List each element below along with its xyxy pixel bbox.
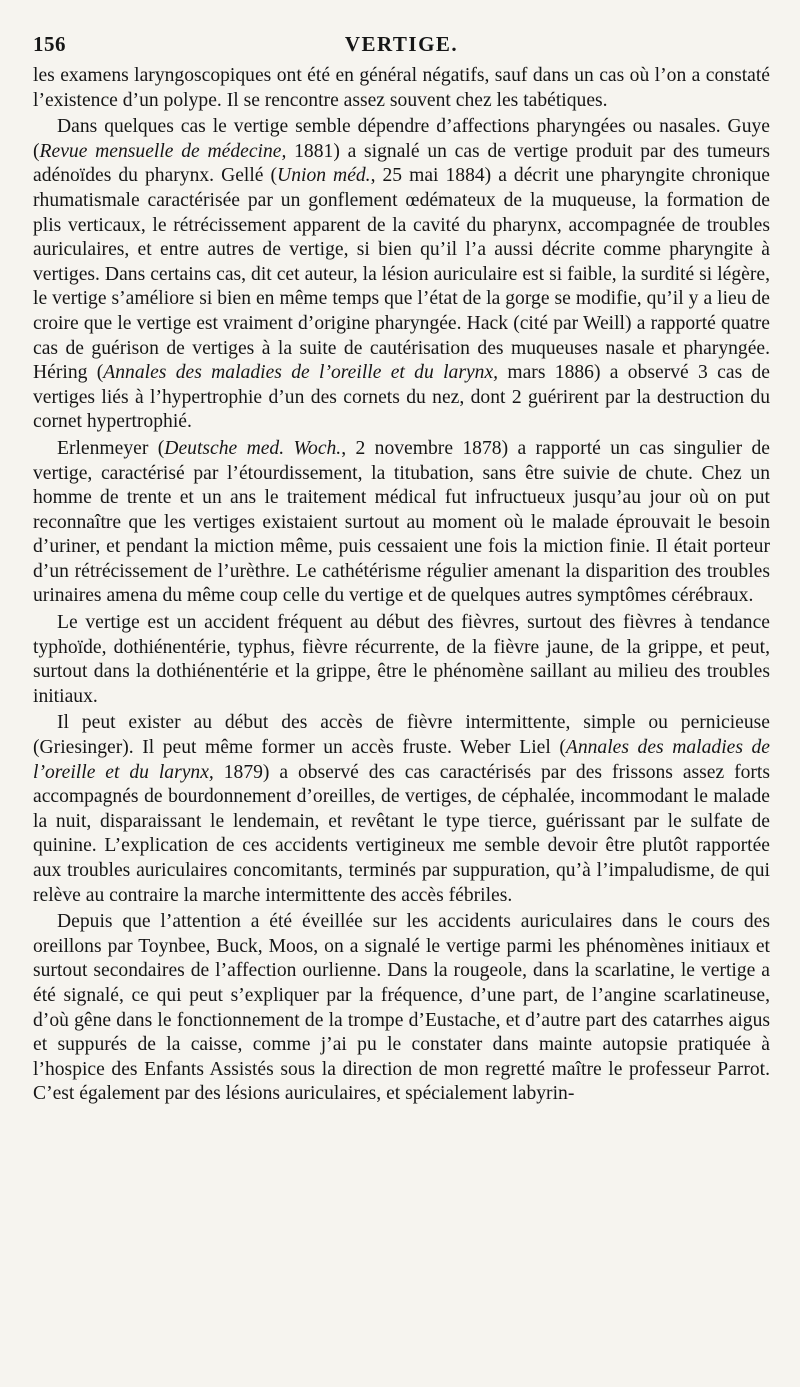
text-run: Depuis que l’attention a été éveillée sur les accidents auriculaires dans le cours des oreillons par Toynbee, Buck, Moos, on a signalé le vertige parmi les phénomènes initiaux et surtout secondaires de l’affection ourlienne. Dans la rougeole, dans la scarlatine, le vertige a été signalé, ce qui peut s’expliquer par la fréquence, d’une part, de l’angine scarlatineuse, d’où gêne dans le fonctionnement de la trompe d’Eustache, et d’autre part des catarrhes aigus et suppurés de la caisse, comme j’ai pu le constater dans mainte autopsie pratiquée à l’hospice des Enfants Assistés sous la direction de mon regretté maître le professeur Parrot. C’est également par des lésions auriculaires, et spécialement labyrin- bbox=[33, 911, 770, 1105]
citation-title: Deutsche med. Woch. bbox=[164, 437, 342, 459]
running-title: VERTIGE. bbox=[344, 32, 459, 56]
text-run: , 25 mai 1884) a décrit une pharyngite chronique rhumatismale caractérisée par un gonflement œdémateux de la muqueuse, la formation de plis verticaux, le rétrécissement apparent de la cavité du pharynx, accompagnée de troubles auriculaires, et entre autres de vertige, si bien qu’il l’a aussi décrite comme pharyngite à vertiges. Dans certains cas, dit cet auteur, la lésion auriculaire est si faible, la surdité si légère, le vertige s’améliore si bien en même temps que l’état de la gorge se modifie, qu’il y a lieu de croire que le vertige est vraiment d’origine pharyngée. Hack (cité par Weill) a rapporté quatre cas de guérison de vertiges à la suite de cautérisation des muqueuses nasale et pharyngée. Héring ( bbox=[33, 165, 770, 384]
text-run: Il peut exister au début des accès de fièvre intermittente, simple ou pernicieuse (Griesinger). Il peut même former un accès fruste. Weber Liel ( bbox=[33, 712, 770, 759]
paragraph bbox=[33, 64, 770, 113]
citation-title: Annales des maladies de l’oreille et du larynx, bbox=[103, 362, 499, 384]
paragraph bbox=[33, 711, 770, 908]
text-run: mars 1886) a observé 3 cas de vertiges liés à l’hypertrophie d’un des cornets du nez, dont 2 guérirent par la destruction du cornet hypertrophié. bbox=[33, 362, 770, 433]
citation-title: Annales des maladies de l’oreille et du larynx, bbox=[33, 737, 770, 783]
page-number: 156 bbox=[33, 32, 66, 56]
text-run: Dans quelques cas le vertige semble dépendre d’affections pharyngées ou nasales. Guye ( bbox=[33, 116, 770, 162]
body-text bbox=[33, 64, 770, 1107]
text-run: Le vertige est un accident fréquent au début des fièvres, surtout des fièvres à tendance typhoïde, dothiénentérie, typhus, fièvre récurrente, de la fièvre jaune, de la grippe, et peut, surtout dans la dothiénentérie et la grippe, être le phénomène saillant au milieu des troubles initiaux. bbox=[33, 612, 770, 707]
text-run: les examens laryngoscopiques ont été en général négatifs, sauf dans un cas où l’on a constaté l’existence d’un polype. Il se rencontre assez souvent chez les tabétiques. bbox=[33, 65, 770, 111]
page-header bbox=[33, 28, 770, 64]
text-run: , 2 novembre 1878) a rapporté un cas singulier de vertige, caractérisé par l’étourdissement, la titubation, sans être suivie de chute. Chez un homme de trente et un ans le traitement médical fut infructueux jusqu’au jour où on put reconnaître que les vertiges existaient surtout au moment où le malade éprouvait le besoin d’uriner, et pendant la miction même, puis cessaient une fois la miction finie. Il était porteur d’un rétrécissement de l’urèthre. Le cathétérisme régulier amenant la disparition des troubles urinaires amena du même coup celle du vertige et de quelques autres symptômes cérébraux. bbox=[33, 437, 771, 607]
text-run: 1879) a observé des cas caractérisés par des frissons assez forts accompagnés de bourdonnement d’oreilles, de vertiges, de céphalée, incommodant le malade la nuit, disparaissant le lendemain, et revêtant le type tierce, guérissant par le sulfate de quinine. L’explication de ces accidents vertigineux me semble devoir être plutôt rapportée aux troubles auriculaires concomitants, terminés par suppuration, qu’à l’impaludisme, de qui relève au contraire la marche intermittente des accès fébriles. bbox=[33, 761, 770, 906]
paragraph bbox=[33, 611, 770, 709]
paragraph bbox=[33, 115, 770, 435]
paragraph bbox=[33, 437, 770, 609]
citation-title: Revue mensuelle de médecine, bbox=[39, 140, 287, 162]
paragraph bbox=[33, 910, 770, 1107]
text-run: Erlenmeyer ( bbox=[57, 437, 165, 459]
citation-title: Union méd. bbox=[277, 165, 371, 187]
text-run: 1881) a signalé un cas de vertige produit par des tumeurs adénoïdes du pharynx. Gellé ( bbox=[33, 140, 770, 187]
